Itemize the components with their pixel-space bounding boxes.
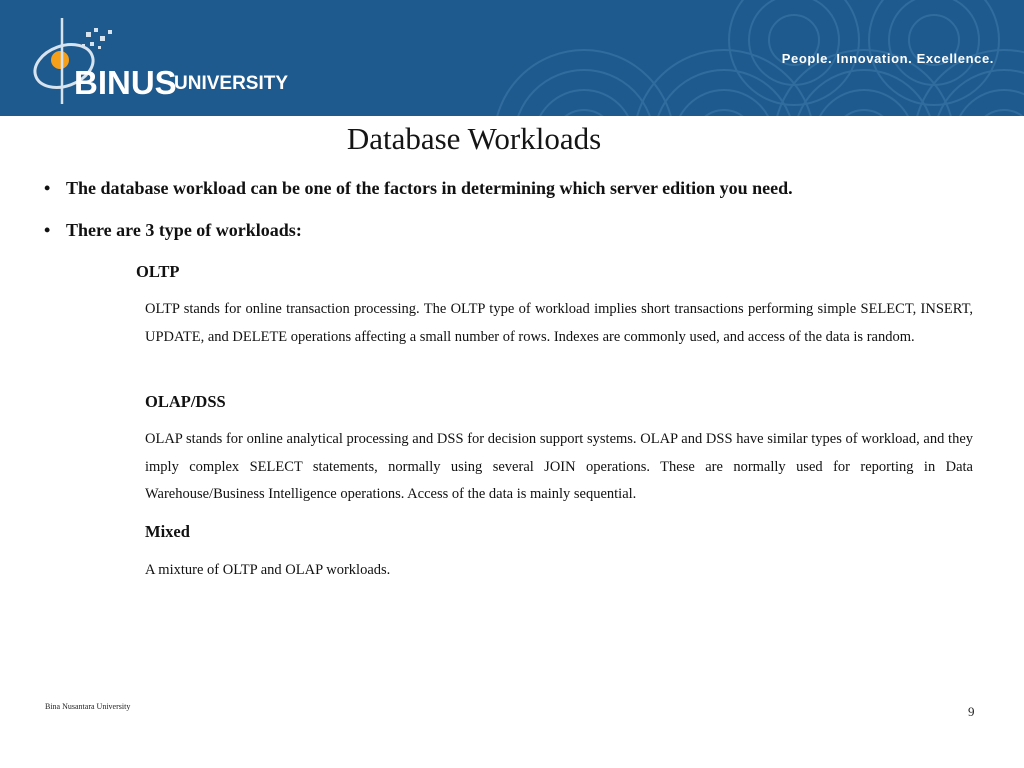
brand-main-text: BINUS	[74, 64, 177, 101]
section-heading-olap-dss: OLAP/DSS	[145, 392, 226, 411]
bullet-text: The database workload can be one of the factors in determining which server edition you need.	[66, 178, 793, 198]
bullet-item	[44, 178, 793, 199]
footer-institution: Bina Nusantara University	[45, 702, 131, 711]
bullet-item	[44, 220, 302, 241]
section-text-mixed: A mixture of OLTP and OLAP workloads.	[145, 562, 391, 578]
slide-title: Database Workloads	[346, 121, 602, 156]
section-heading-mixed: Mixed	[145, 522, 190, 541]
section-text-olap-dss: OLAP stands for online analytical processing and DSS for decision support systems. OLAP and DSS have similar types of workload, and they imply complex SELECT statements, normally using several JOIN operations. These are normally used for reporting in Data Warehouse/Business Intelligence operations. Access of the data is mainly sequential.	[145, 431, 973, 502]
header-banner	[0, 0, 1024, 116]
binus-university-logo	[24, 14, 314, 110]
bullet-text: There are 3 type of workloads:	[66, 220, 302, 240]
section-text-oltp: OLTP stands for online transaction processing. The OLTP type of workload implies short transactions performing simple SELECT, INSERT, UPDATE, and DELETE operations affecting a small number of rows. Indexes are commonly used, and access of the data is random.	[145, 301, 973, 345]
bullet-dot-icon: •	[44, 220, 51, 240]
section-heading-oltp: OLTP	[136, 262, 180, 281]
bullet-dot-icon: •	[44, 178, 51, 198]
header-tagline: People. Innovation. Excellence.	[781, 51, 994, 66]
brand-sub-text: UNIVERSITY	[174, 73, 289, 94]
page-number: 9	[968, 704, 975, 719]
